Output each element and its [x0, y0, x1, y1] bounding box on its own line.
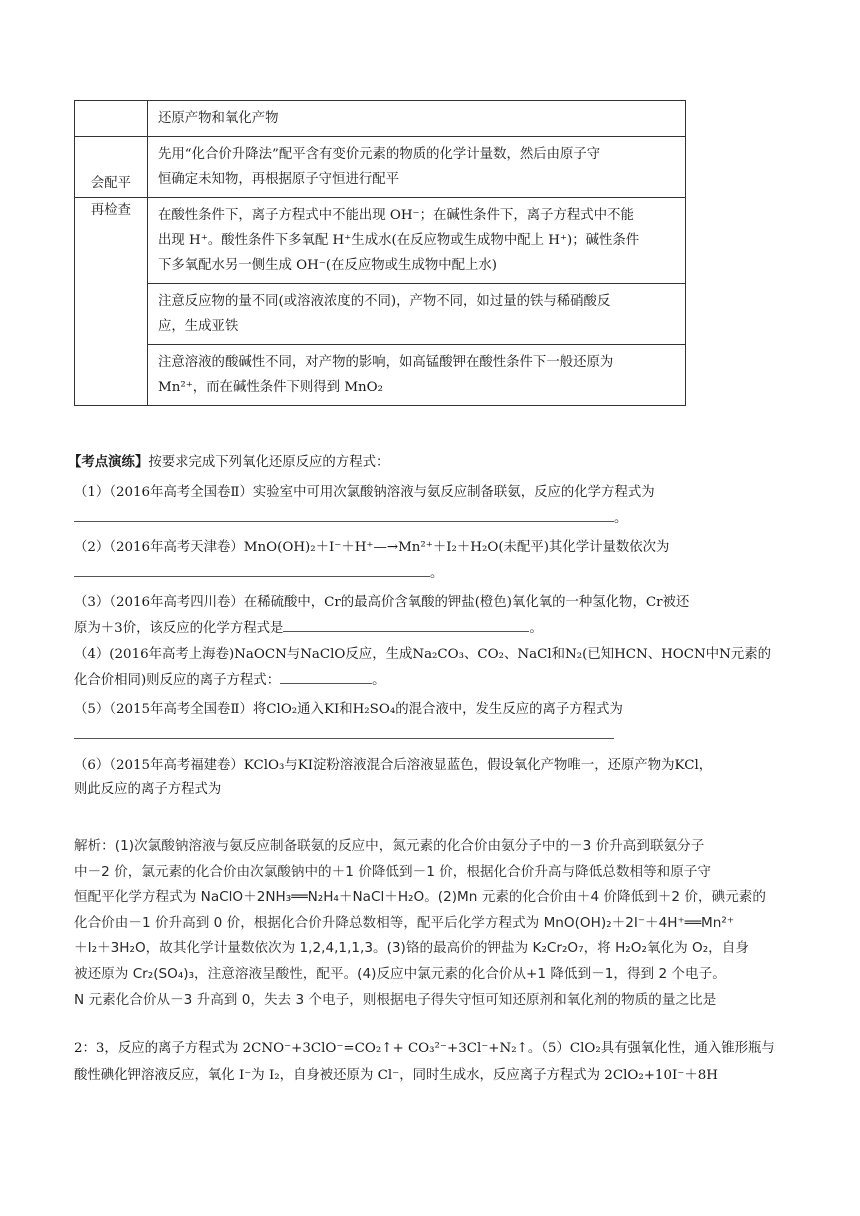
exercise-section: [68, 450, 774, 802]
text-line: 注意反应物的量不同(或溶液浓度的不同)，产物不同，如过量的铁与稀硝酸反: [158, 294, 611, 309]
text-cell: [148, 284, 686, 345]
text-line: 先用“化合价升降法”配平含有变价元素的物质的化学计量数，然后由原子守: [158, 147, 601, 162]
punct: 。: [372, 673, 386, 688]
analysis-line: 解析：(1)次氯酸钠溶液与氨反应制备联氨的反应中，氮元素的化合价由氨分子中的－3 价升高到联氨分子: [74, 838, 705, 854]
row0-text: 还原产物和氧化产物: [158, 111, 279, 126]
text-cell: [148, 101, 686, 137]
text-line: Mn²⁺，而在碱性条件下则得到 MnO₂: [158, 380, 384, 395]
analysis-line: N 元素化合价从－3 升高到 0，失去 3 个电子，则根据电子得失守恒可知还原剂和氧化剂的物质的量之比是: [74, 991, 717, 1008]
question-6-line1: （6）（2015年高考福建卷）KClO₃与KI淀粉溶液混合后溶液显蓝色，假设氧化产物唯一，还原产物为KCl，: [74, 758, 713, 773]
answer-blank-3[interactable]: [283, 615, 529, 632]
question-6-text: 则此反应的离子方程式为: [74, 782, 222, 797]
question-4-line1: （4）(2016年高考上海卷)NaOCN与NaClO反应，生成Na₂CO₃、CO₂、NaCl和N₂(已知HCN、HOCN中N元素的: [74, 647, 772, 662]
analysis-line: 化合价由－1 价升高到 0 价，根据化合价升降总数相等，配平后化学方程式为 MnO(OH)₂＋2I⁻＋4H⁺══Mn²⁺: [74, 914, 735, 931]
table-row: [75, 198, 686, 284]
label-cell-empty: [75, 101, 148, 137]
analysis-line: 中－2 价，氯元素的化合价由次氯酸钠中的＋1 价降低到－1 价，根据化合价升高与降低总数相等和原子守: [74, 863, 712, 880]
table-row: [75, 284, 686, 345]
answer-blank-5[interactable]: [74, 722, 614, 739]
answer-blank-1[interactable]: [74, 505, 614, 522]
exercise-heading-line: [68, 450, 774, 474]
question-4-text: 化合价相同)则反应的离子方程式：: [74, 673, 281, 688]
exercise-heading: 【考点演练】: [68, 454, 149, 470]
analysis-line: ＋I₂＋3H₂O，故其化学计量数依次为 1,2,4,1,1,3。(3)铬的最高价的钾盐为 K₂Cr₂O₇，将 H₂O₂氧化为 O₂，自身: [74, 940, 749, 957]
answer-blank-4[interactable]: [280, 667, 372, 684]
text-cell: [148, 137, 686, 198]
method-table: [74, 100, 686, 406]
text-cell: [148, 345, 686, 406]
question-1-line2: [74, 505, 774, 529]
punct: 。: [529, 621, 543, 636]
text-line: 出现 H⁺。酸性条件下多氧配 H⁺生成水(在反应物或生成物中配上 H⁺)；碱性条件: [158, 233, 640, 248]
question-6-line2: [74, 778, 774, 802]
text-line: 注意溶液的酸碱性不同，对产物的影响，如高锰酸钾在酸性条件下一般还原为: [158, 355, 614, 370]
table-row: [75, 345, 686, 406]
text-line: 恒确定未知物，再根据原子守恒进行配平: [158, 172, 400, 187]
text-line: 应，生成亚铁: [158, 319, 239, 334]
question-3-line1: （3）（2016年高考四川卷）在稀硫酸中，Cr的最高价含氧酸的钾盐(橙色)氧化氧的一种氢化物，Cr被还: [74, 595, 690, 610]
label-huipeiping: 会配平: [75, 137, 148, 198]
question-3-line2: [74, 615, 774, 639]
question-2-line1: （2）（2016年高考天津卷）MnO(OH)₂＋I⁻＋H⁺—→Mn²⁺＋I₂＋H₂O(未配平)其化学计量数依次为: [74, 540, 670, 555]
tail-line: 2：3，反应的离子方程式为 2CNO⁻+3ClO⁻=CO₂↑+ CO₃²⁻+3Cl⁻+N₂↑。（5）ClO₂具有强氧化性，通入锥形瓶与: [74, 1041, 775, 1056]
analysis-image-text: [74, 834, 774, 1013]
punct: 。: [430, 566, 444, 581]
question-3-text: 原为＋3价，该反应的化学方程式是: [74, 621, 284, 636]
text-line: 在酸性条件下，离子方程式中不能出现 OH⁻；在碱性条件下，离子方程式中不能: [158, 208, 634, 223]
question-1-line1: （1）（2016年高考全国卷Ⅱ）实验室中可用次氯酸钠溶液与氨反应制备联氨，反应的化学方程式为: [74, 485, 655, 500]
table-row: [75, 137, 686, 198]
punct: 。: [614, 511, 628, 526]
text-line: 下多氧配水另一侧生成 OH⁻(在反应物或生成物中配上水): [158, 258, 498, 273]
exercise-heading-rest: 按要求完成下列氧化还原反应的方程式：: [148, 455, 390, 470]
question-4-line2: [74, 667, 774, 691]
text-cell: [148, 198, 686, 284]
question-2-line2: [74, 560, 774, 584]
label-zaijiancha: 再检查: [75, 198, 148, 406]
answer-blank-2[interactable]: [74, 560, 430, 577]
question-5-line2: [74, 722, 774, 746]
table-row: [75, 101, 686, 137]
analysis-continued: [74, 1035, 774, 1089]
analysis-line: 恒配平化学方程式为 NaClO＋2NH₃══N₂H₄＋NaCl＋H₂O。(2)Mn 元素的化合价由＋4 价降低到＋2 价，碘元素的: [74, 889, 766, 906]
analysis-line: 被还原为 Cr₂(SO₄)₃，注意溶液呈酸性，配平。(4)反应中氯元素的化合价从+1 降低到－1，得到 2 个电子。: [74, 965, 726, 982]
question-5-line1: （5）（2015年高考全国卷Ⅱ）将ClO₂通入KI和H₂SO₄的混合液中，发生反应的离子方程式为: [74, 702, 623, 717]
tail-line: 酸性碘化钾溶液反应，氧化 I⁻为 I₂，自身被还原为 Cl⁻，同时生成水，反应离子方程式为 2ClO₂+10I⁻＋8H: [74, 1068, 718, 1083]
